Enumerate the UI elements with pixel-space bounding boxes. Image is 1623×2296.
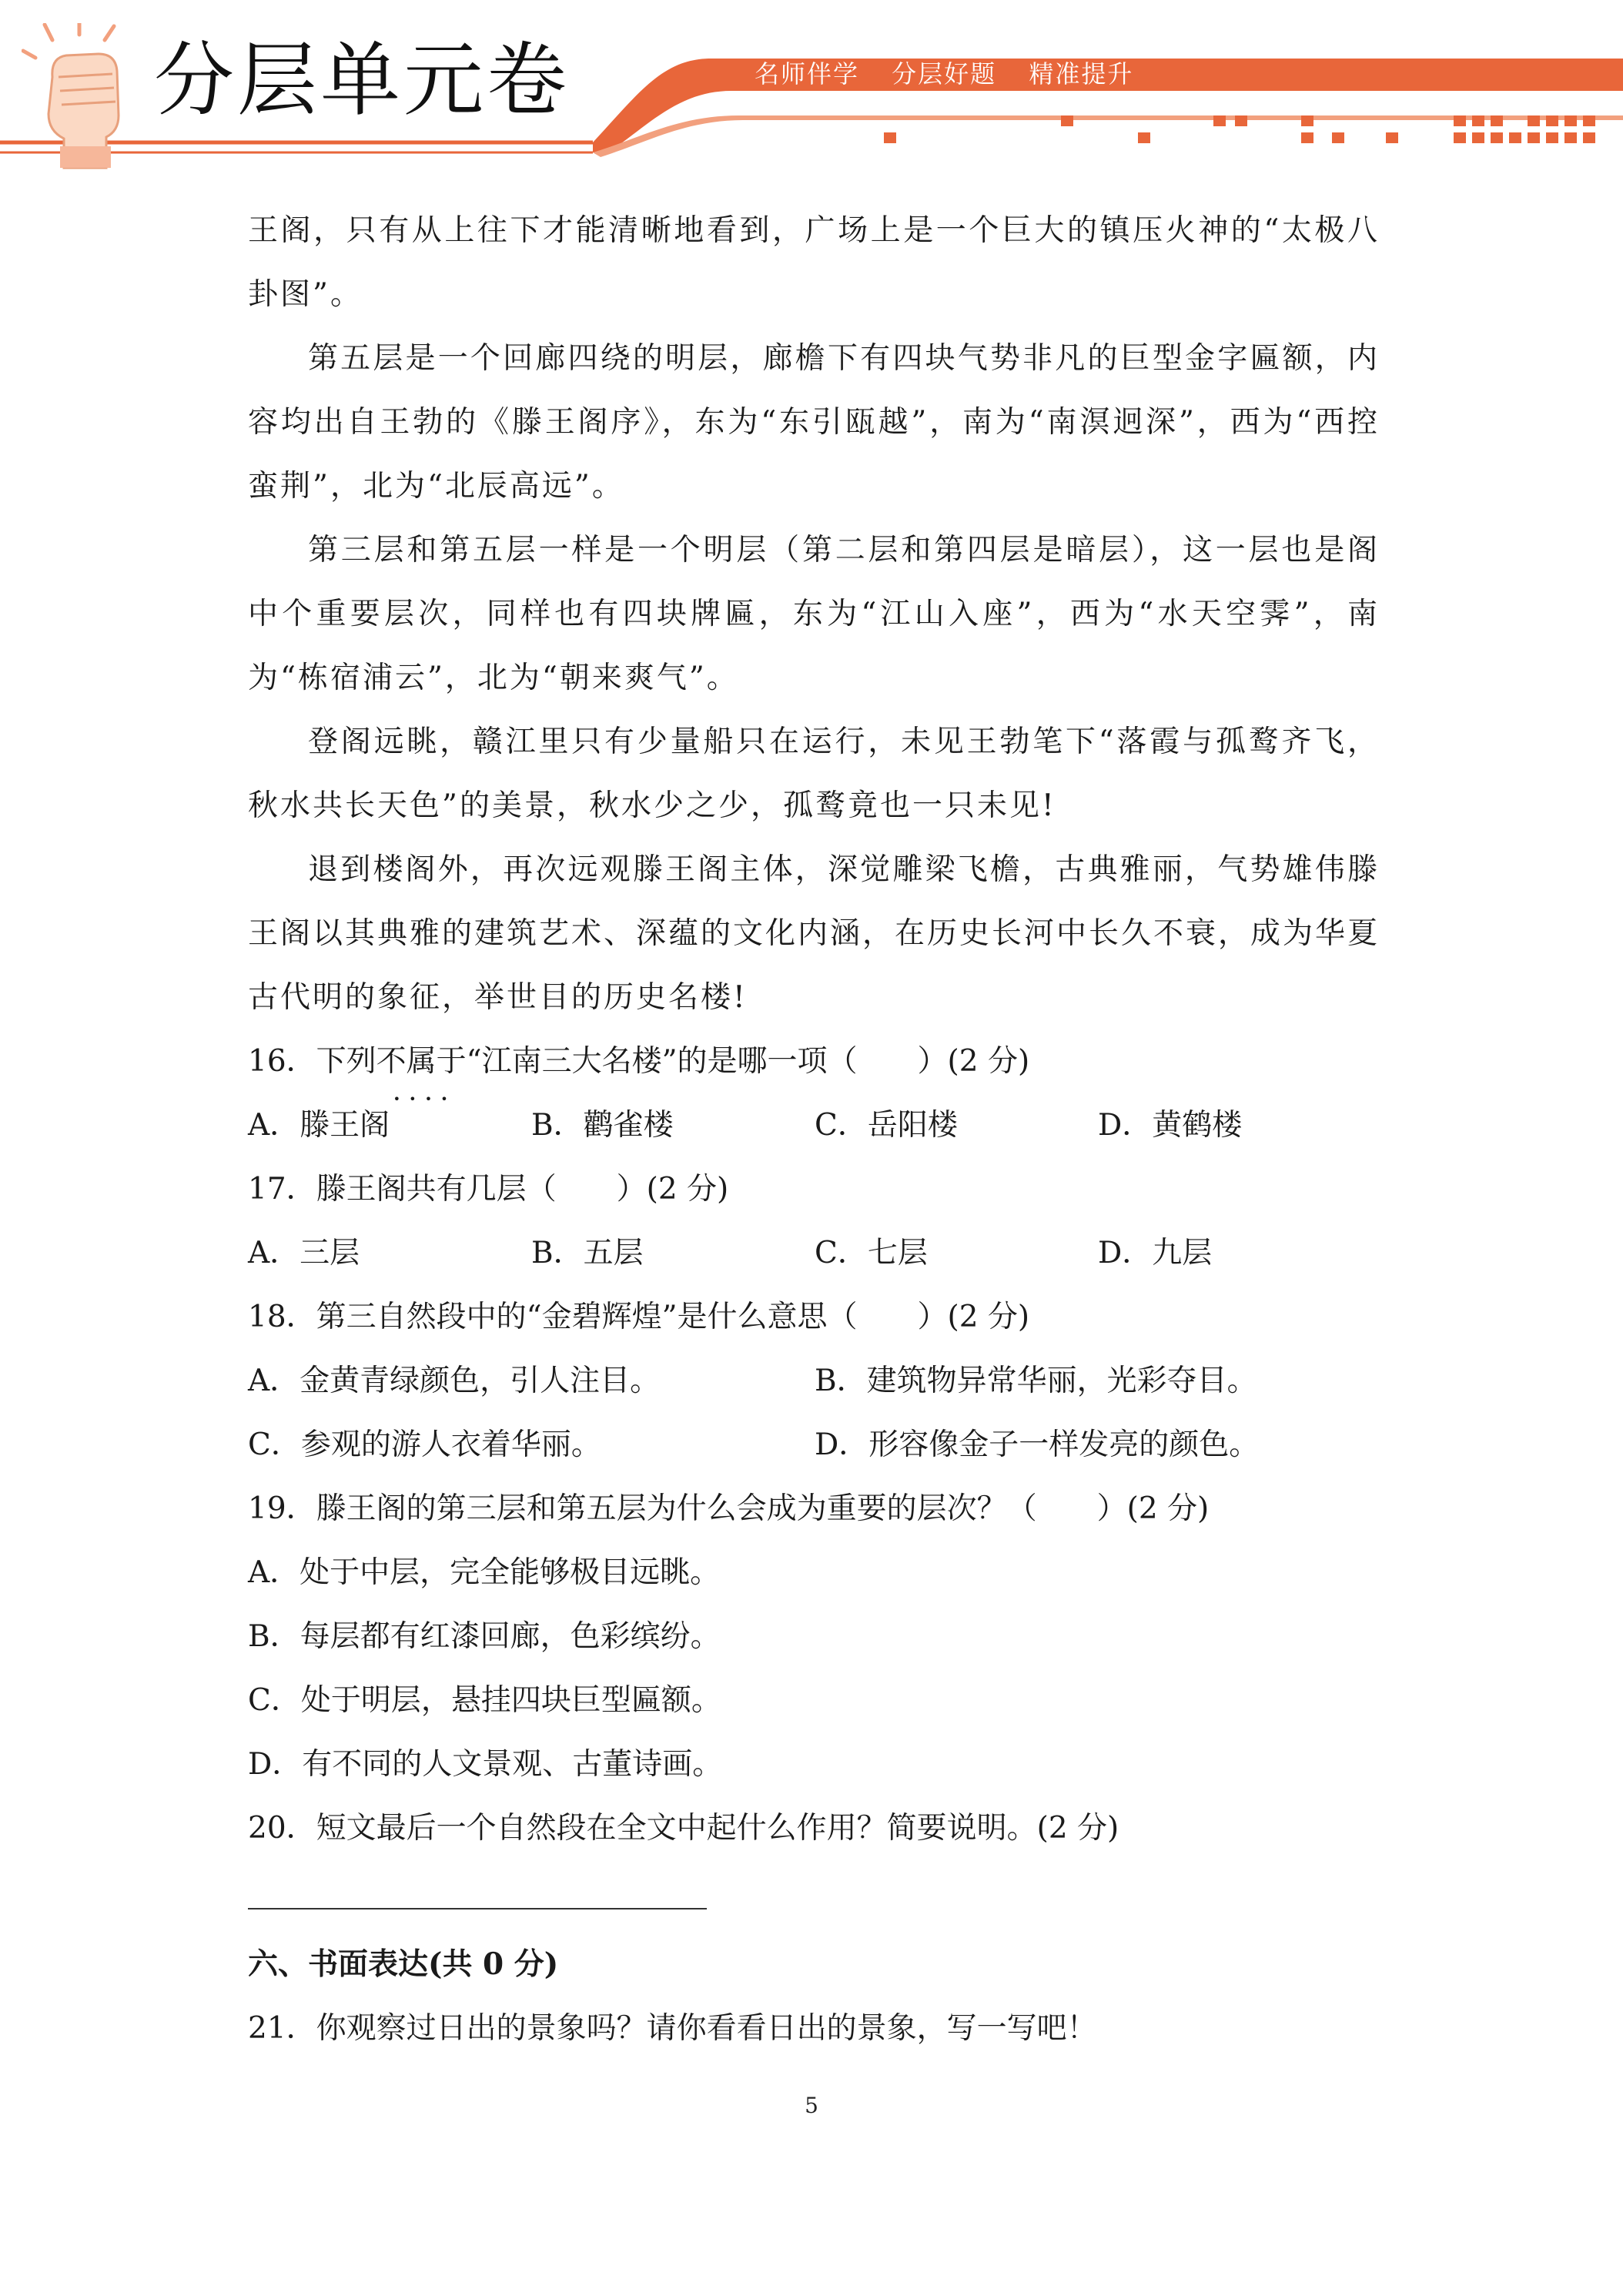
page-number: 5 <box>805 2093 818 2118</box>
option-d[interactable]: D．有不同的人文景观、古董诗画。 <box>248 1747 723 1782</box>
question-18: 18．第三自然段中的“金碧辉煌”是什么意思（ ）(2 分) <box>248 1300 1030 1334</box>
passage-paragraph: 退到楼阁外，再次远观滕王阁主体，深觉雕梁飞檐，古典雅丽，气势雄伟滕王阁以其典雅的建筑艺术、深蕴的文化内涵，在历史长河中长久不衰，成为华夏古代明的象征，举世目的历史名楼! <box>248 852 1380 1015</box>
option-a[interactable]: A．处于中层，完全能够极目远眺。 <box>248 1555 721 1590</box>
option-c[interactable]: C．处于明层，悬挂四块巨型匾额。 <box>248 1683 721 1718</box>
header-slogan: 名师伴学 分层好题 精准提升 <box>755 59 1134 89</box>
brand-title: 分层单元卷 <box>154 33 571 127</box>
option-c[interactable]: C．七层 <box>815 1236 928 1270</box>
question-20: 20．短文最后一个自然段在全文中起什么作用？简要说明。(2 分) <box>248 1811 1119 1846</box>
question-21: 21．你观察过日出的景象吗？请你看看日出的景象，写一写吧！ <box>248 2011 1097 2046</box>
question-19: 19．滕王阁的第三层和第五层为什么会成为重要的层次？（ ）(2 分) <box>248 1491 1210 1526</box>
option-c[interactable]: C．参观的游人衣着华丽。 <box>248 1427 601 1462</box>
question-18-options <box>248 1349 1380 1477</box>
option-d[interactable]: D．九层 <box>1098 1236 1213 1270</box>
option-a[interactable]: A．滕王阁 <box>248 1108 390 1143</box>
option-d[interactable]: D．形容像金子一样发亮的颜色。 <box>815 1427 1260 1462</box>
passage-paragraph: 王阁，只有从上往下才能清晰地看到，广场上是一个巨大的镇压火神的“太极八卦图”。 <box>248 213 1380 312</box>
option-a[interactable]: A．金黄青绿颜色，引人注目。 <box>248 1364 661 1398</box>
option-b[interactable]: B．每层都有红漆回廊，色彩缤纷。 <box>248 1619 721 1654</box>
question-17: 17．滕王阁共有几层（ ）(2 分) <box>248 1172 729 1207</box>
question-16-suffix: “江南三大名楼”的是哪一项（ ）(2 分) <box>466 1044 1030 1079</box>
passage-paragraph: 第三层和第五层一样是一个明层（第二层和第四层是暗层），这一层也是阁中个重要层次，同样也有四块牌匾，东为“江山入座”，西为“水天空霁”，南为“栋宿浦云”，北为“朝来爽气”。 <box>248 533 1380 695</box>
page-header <box>0 0 1623 177</box>
passage-paragraph: 第五层是一个回廊四绕的明层，廊檐下有四块气势非凡的巨型金字匾额，内容均出自王勃的《滕王阁序》，东为“东引瓯越”，南为“南溟迥深”，西为“西控蛮荆”，北为“北辰高远”。 <box>248 341 1380 504</box>
option-b[interactable]: B．建筑物异常华丽，光彩夺目。 <box>815 1364 1257 1398</box>
option-b[interactable]: B．鹳雀楼 <box>531 1108 674 1143</box>
option-d[interactable]: D．黄鹤楼 <box>1098 1108 1243 1143</box>
option-b[interactable]: B．五层 <box>531 1236 644 1270</box>
passage-paragraph: 登阁远眺，赣江里只有少量船只在运行，未见王勃笔下“落霞与孤鹜齐飞，秋水共长天色”的美景，秋水少之少，孤鹜竟也一只未见! <box>248 725 1380 823</box>
main-content <box>248 199 1380 2060</box>
answer-line[interactable] <box>248 1908 707 1909</box>
option-a[interactable]: A．三层 <box>248 1236 360 1270</box>
fist-icon <box>22 23 137 169</box>
option-c[interactable]: C．岳阳楼 <box>815 1108 958 1143</box>
question-16-prefix: 16．下列 <box>248 1044 376 1079</box>
question-16 <box>248 1029 1380 1093</box>
question-16-emphasis: 不属于 • • • • <box>376 1044 467 1079</box>
question-17-options <box>248 1221 1380 1285</box>
section-title: 六、书面表达(共 0 分) <box>248 1946 559 1982</box>
